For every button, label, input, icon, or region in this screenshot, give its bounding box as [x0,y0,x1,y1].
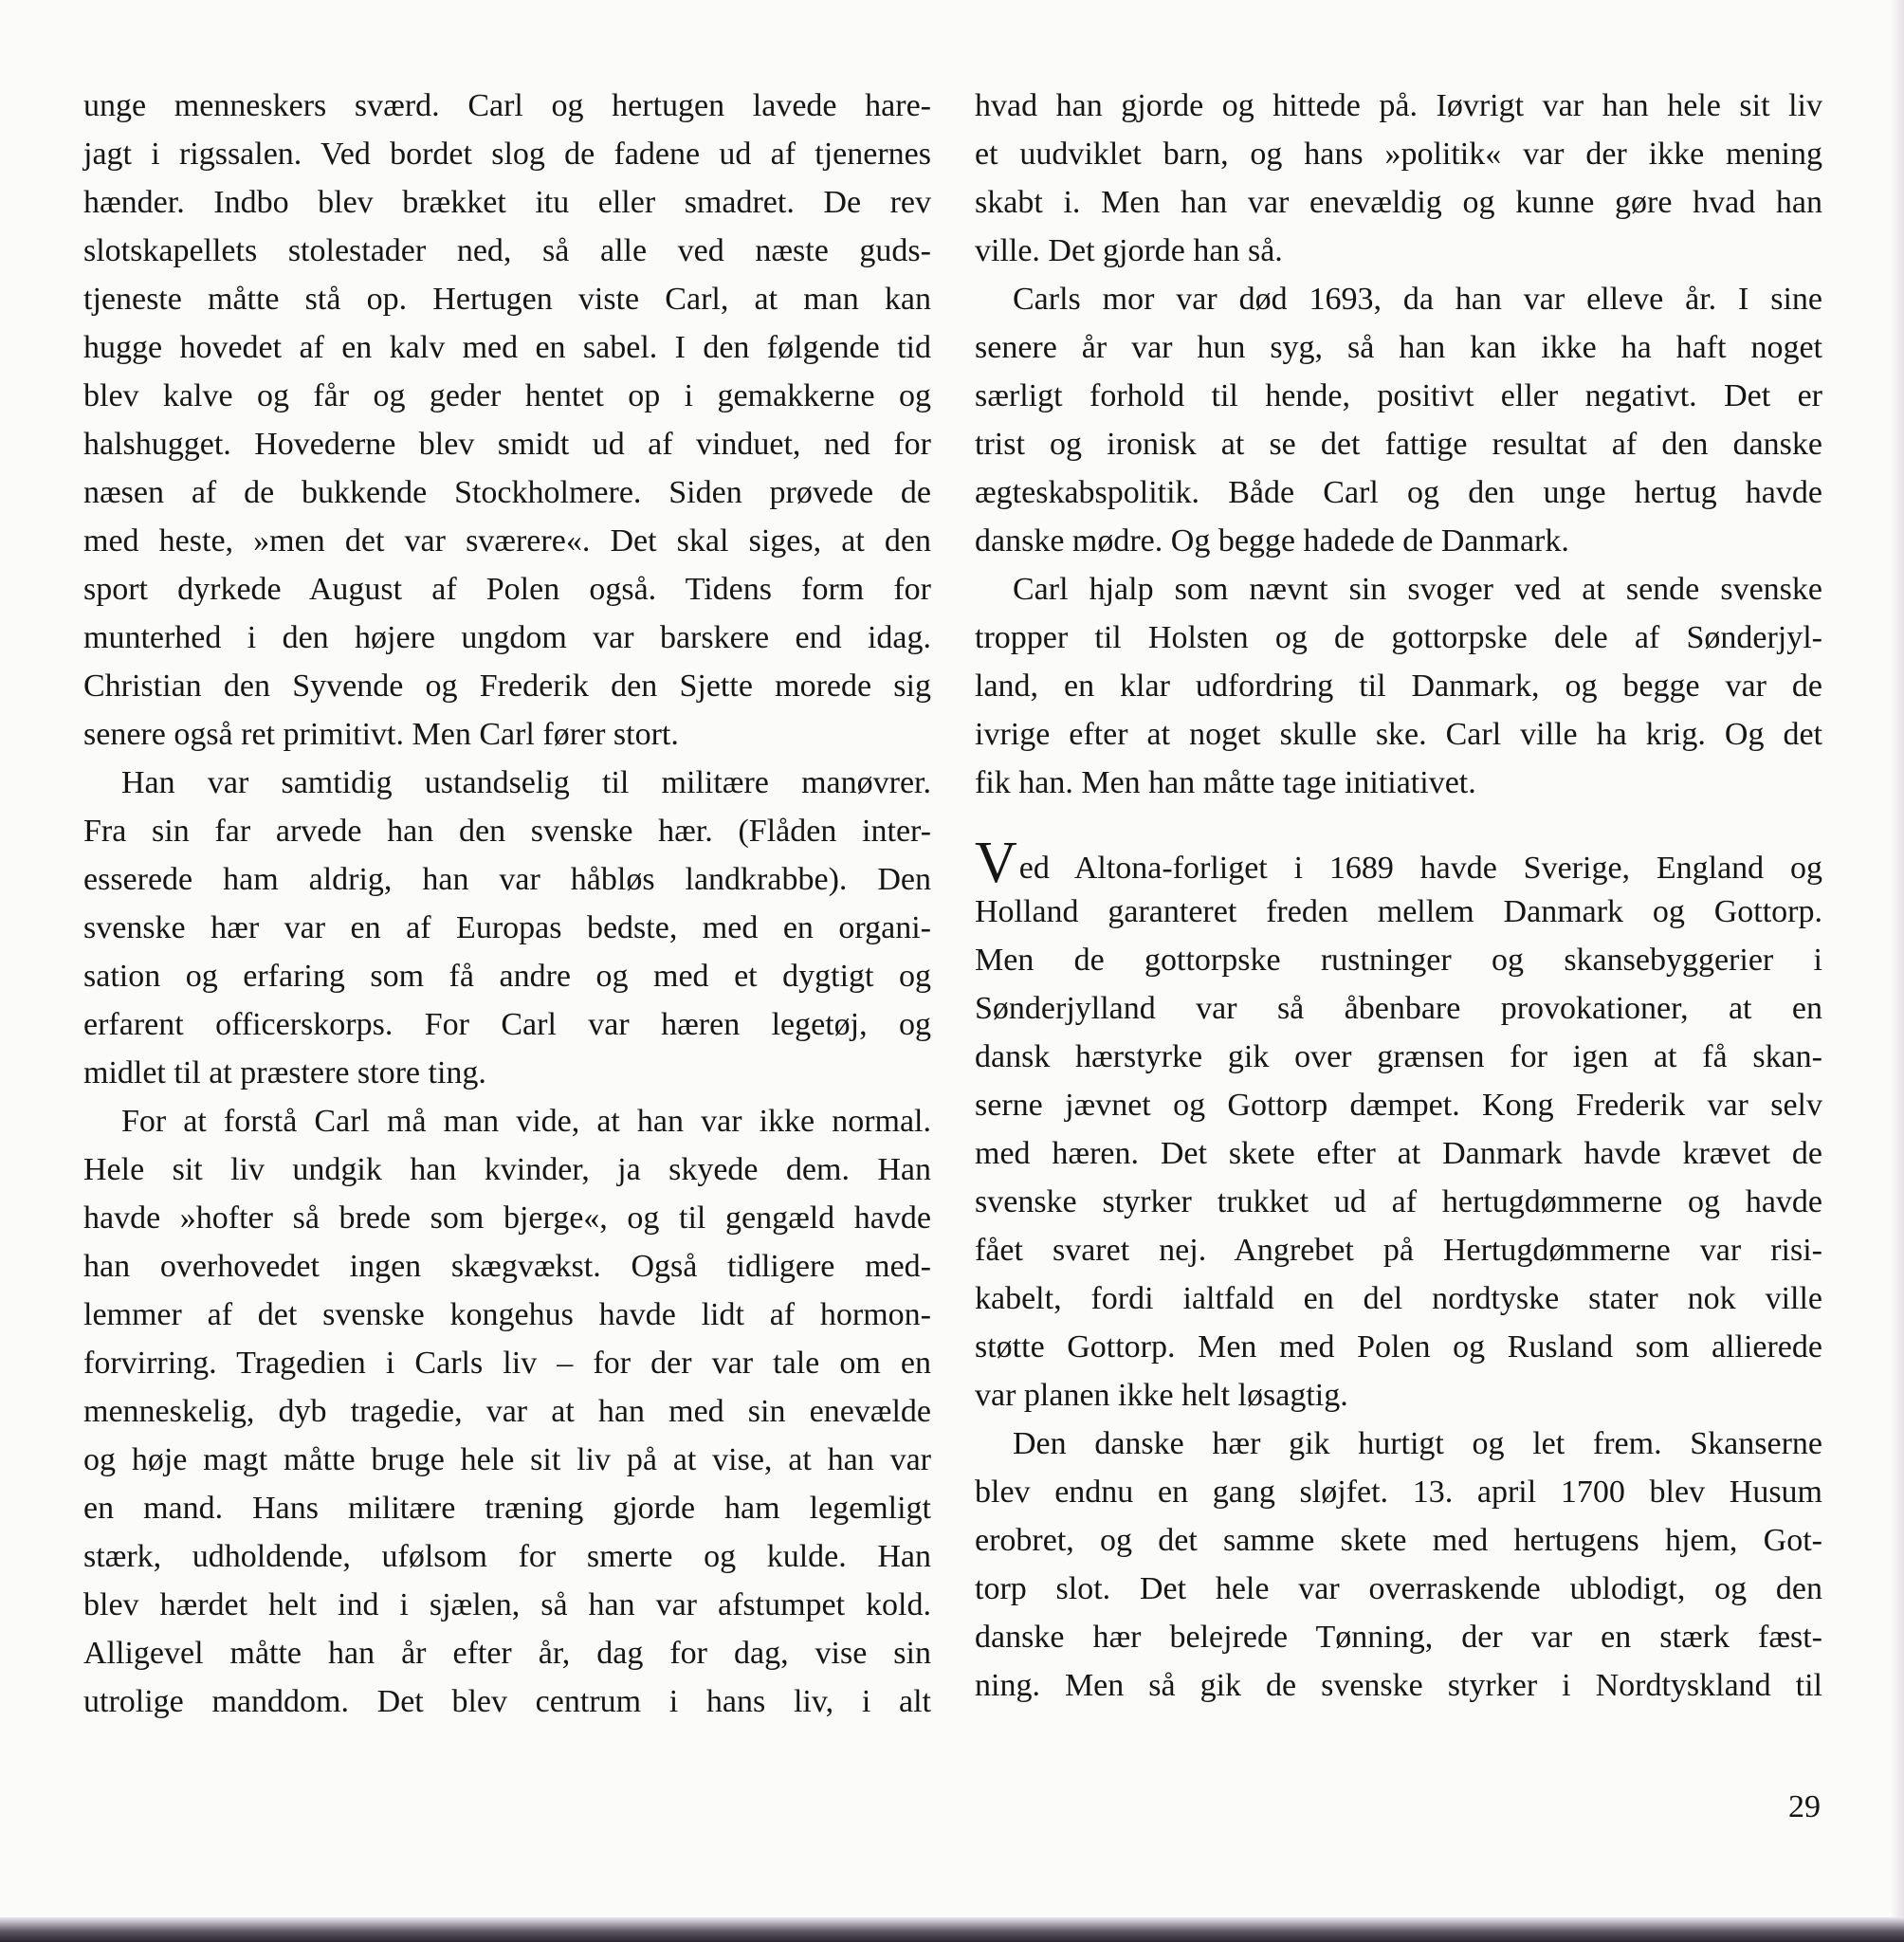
text-line: ville. Det gjorde han så. [975,233,1283,268]
text-line: hænder. Indbo blev brækket itu eller smadret. De rev [83,185,931,220]
text-line: hugge hovedet af en kalv med en sabel. I den følgende tid [83,330,931,365]
text-line: sation og erfaring som få andre og med et dygtigt og [83,959,931,994]
text-line: Carl hjalp som nævnt sin svoger ved at sende svenske [1013,572,1822,607]
text-line: Men de gottorpske rustninger og skansebyggerier i [975,943,1822,978]
text-line: han overhovedet ingen skægvækst. Også tidligere med- [83,1249,931,1284]
text-line: Sønderjylland var så åbenbare provokationer, at en [975,991,1822,1026]
text-line: utrolige manddom. Det blev centrum i hans liv, i alt [83,1684,931,1719]
text-line: esserede ham aldrig, han var håbløs landkrabbe). Den [83,862,931,897]
text-line: Den danske hær gik hurtigt og let frem. Skanserne [1013,1426,1822,1461]
text-line: blev hærdet helt ind i sjælen, så han var afstumpet kold. [83,1587,931,1622]
text-line: erobret, og det samme skete med hertugens hjem, Got- [975,1523,1822,1558]
text-line: en mand. Hans militære træning gjorde ham legemligt [83,1491,931,1526]
text-line: fået svaret nej. Angrebet på Hertugdømmerne var risi- [975,1233,1822,1268]
text-line: næsen af de bukkende Stockholmere. Siden prøvede de [83,475,931,510]
text-line: havde »hofter så brede som bjerge«, og til gengæld havde [83,1200,931,1236]
left-text-column [83,82,931,1726]
text-line: Hele sit liv undgik han kvinder, ja skyede dem. Han [83,1152,931,1187]
text-line: stærk, udholdende, ufølsom for smerte og kulde. Han [83,1539,931,1574]
right-text-column [975,82,1822,1710]
drop-cap-line-text: ed Altona-forliget i 1689 havde Sverige, England og [1018,851,1822,886]
text-line: støtte Gottorp. Men med Polen og Rusland som allierede [975,1329,1822,1365]
text-line: trist og ironisk at se det fattige resultat af den danske [975,427,1822,462]
text-line: hvad han gjorde og hittede på. Iøvrigt var han hele sit liv [975,88,1822,123]
text-line: senere år var hun syg, så han kan ikke ha haft noget [975,330,1822,365]
page-number: 29 [1788,1789,1821,1824]
text-line: Fra sin far arvede han den svenske hær. (Flåden inter- [83,814,931,849]
text-line: For at forstå Carl må man vide, at han var ikke normal. [121,1104,931,1139]
text-line: midlet til at præstere store ting. [83,1055,486,1090]
text-line: ivrige efter at noget skulle ske. Carl ville ha krig. Og det [975,717,1822,752]
drop-cap: V [975,831,1017,895]
text-line: lemmer af det svenske kongehus havde lidt af hormon- [83,1297,931,1332]
text-line: med heste, »men det var sværere«. Det skal siges, at den [83,523,931,559]
text-line: ægteskabspolitik. Både Carl og den unge hertug havde [975,475,1822,510]
text-line: særligt forhold til hende, positivt eller negativt. Det er [975,378,1822,413]
text-line [975,831,1822,895]
page-edge-bottom [0,1917,1904,1942]
text-line: danske hær belejrede Tønning, der var en stærk fæst- [975,1620,1822,1655]
text-line: dansk hærstyrke gik over grænsen for igen at få skan- [975,1039,1822,1074]
text-line: menneskelig, dyb tragedie, var at han med sin enevælde [83,1394,931,1429]
text-line: senere også ret primitivt. Men Carl fører stort. [83,717,679,752]
text-line: tropper til Holsten og de gottorpske dele af Sønderjyl- [975,620,1822,655]
text-line: erfarent officerskorps. For Carl var hæren legetøj, og [83,1007,931,1042]
text-line: slotskapellets stolestader ned, så alle ved næste guds- [83,233,931,268]
text-line: unge menneskers sværd. Carl og hertugen lavede hare- [83,88,931,123]
text-line: Christian den Syvende og Frederik den Sjette morede sig [83,669,931,704]
text-line: og høje magt måtte bruge hele sit liv på at vise, at han var [83,1442,931,1477]
text-line: jagt i rigssalen. Ved bordet slog de fadene ud af tjenernes [83,137,931,172]
text-line: Alligevel måtte han år efter år, dag for dag, vise sin [83,1636,931,1671]
text-line: forvirring. Tragedien i Carls liv – for der var tale om en [83,1346,931,1381]
text-line: blev kalve og får og geder hentet op i gemakkerne og [83,378,931,413]
text-line: tjeneste måtte stå op. Hertugen viste Carl, at man kan [83,282,931,317]
text-line: Han var samtidig ustandselig til militære manøvrer. [121,765,931,800]
text-line: Carls mor var død 1693, da han var elleve år. I sine [1013,282,1822,317]
text-line: var planen ikke helt løsagtig. [975,1378,1348,1413]
text-line: kabelt, fordi ialtfald en del nordtyske stater nok ville [975,1281,1822,1316]
text-line: sport dyrkede August af Polen også. Tidens form for [83,572,931,607]
text-line: torp slot. Det hele var overraskende ublodigt, og den [975,1571,1822,1606]
text-line: munterhed i den højere ungdom var barskere end idag. [83,620,931,655]
text-line: svenske hær var en af Europas bedste, med en organi- [83,910,931,945]
page-edge-right [1891,0,1904,1942]
text-line: ning. Men så gik de svenske styrker i Nordtyskland til [975,1668,1822,1703]
text-line: skabt i. Men han var enevældig og kunne gøre hvad han [975,185,1822,220]
text-line: blev endnu en gang sløjfet. 13. april 1700 blev Husum [975,1475,1822,1510]
text-line: danske mødre. Og begge hadede de Danmark. [975,523,1569,559]
text-line: med hæren. Det skete efter at Danmark havde krævet de [975,1136,1822,1171]
text-line: halshugget. Hovederne blev smidt ud af vinduet, ned for [83,427,931,462]
text-line: serne jævnet og Gottorp dæmpet. Kong Frederik var selv [975,1088,1822,1123]
text-line: et uudviklet barn, og hans »politik« var der ikke mening [975,137,1822,172]
text-line: Holland garanteret freden mellem Danmark og Gottorp. [975,894,1822,929]
text-line: land, en klar udfordring til Danmark, og begge var de [975,669,1822,704]
text-line: svenske styrker trukket ud af hertugdømmerne og havde [975,1184,1822,1219]
text-line: fik han. Men han måtte tage initiativet. [975,765,1476,800]
